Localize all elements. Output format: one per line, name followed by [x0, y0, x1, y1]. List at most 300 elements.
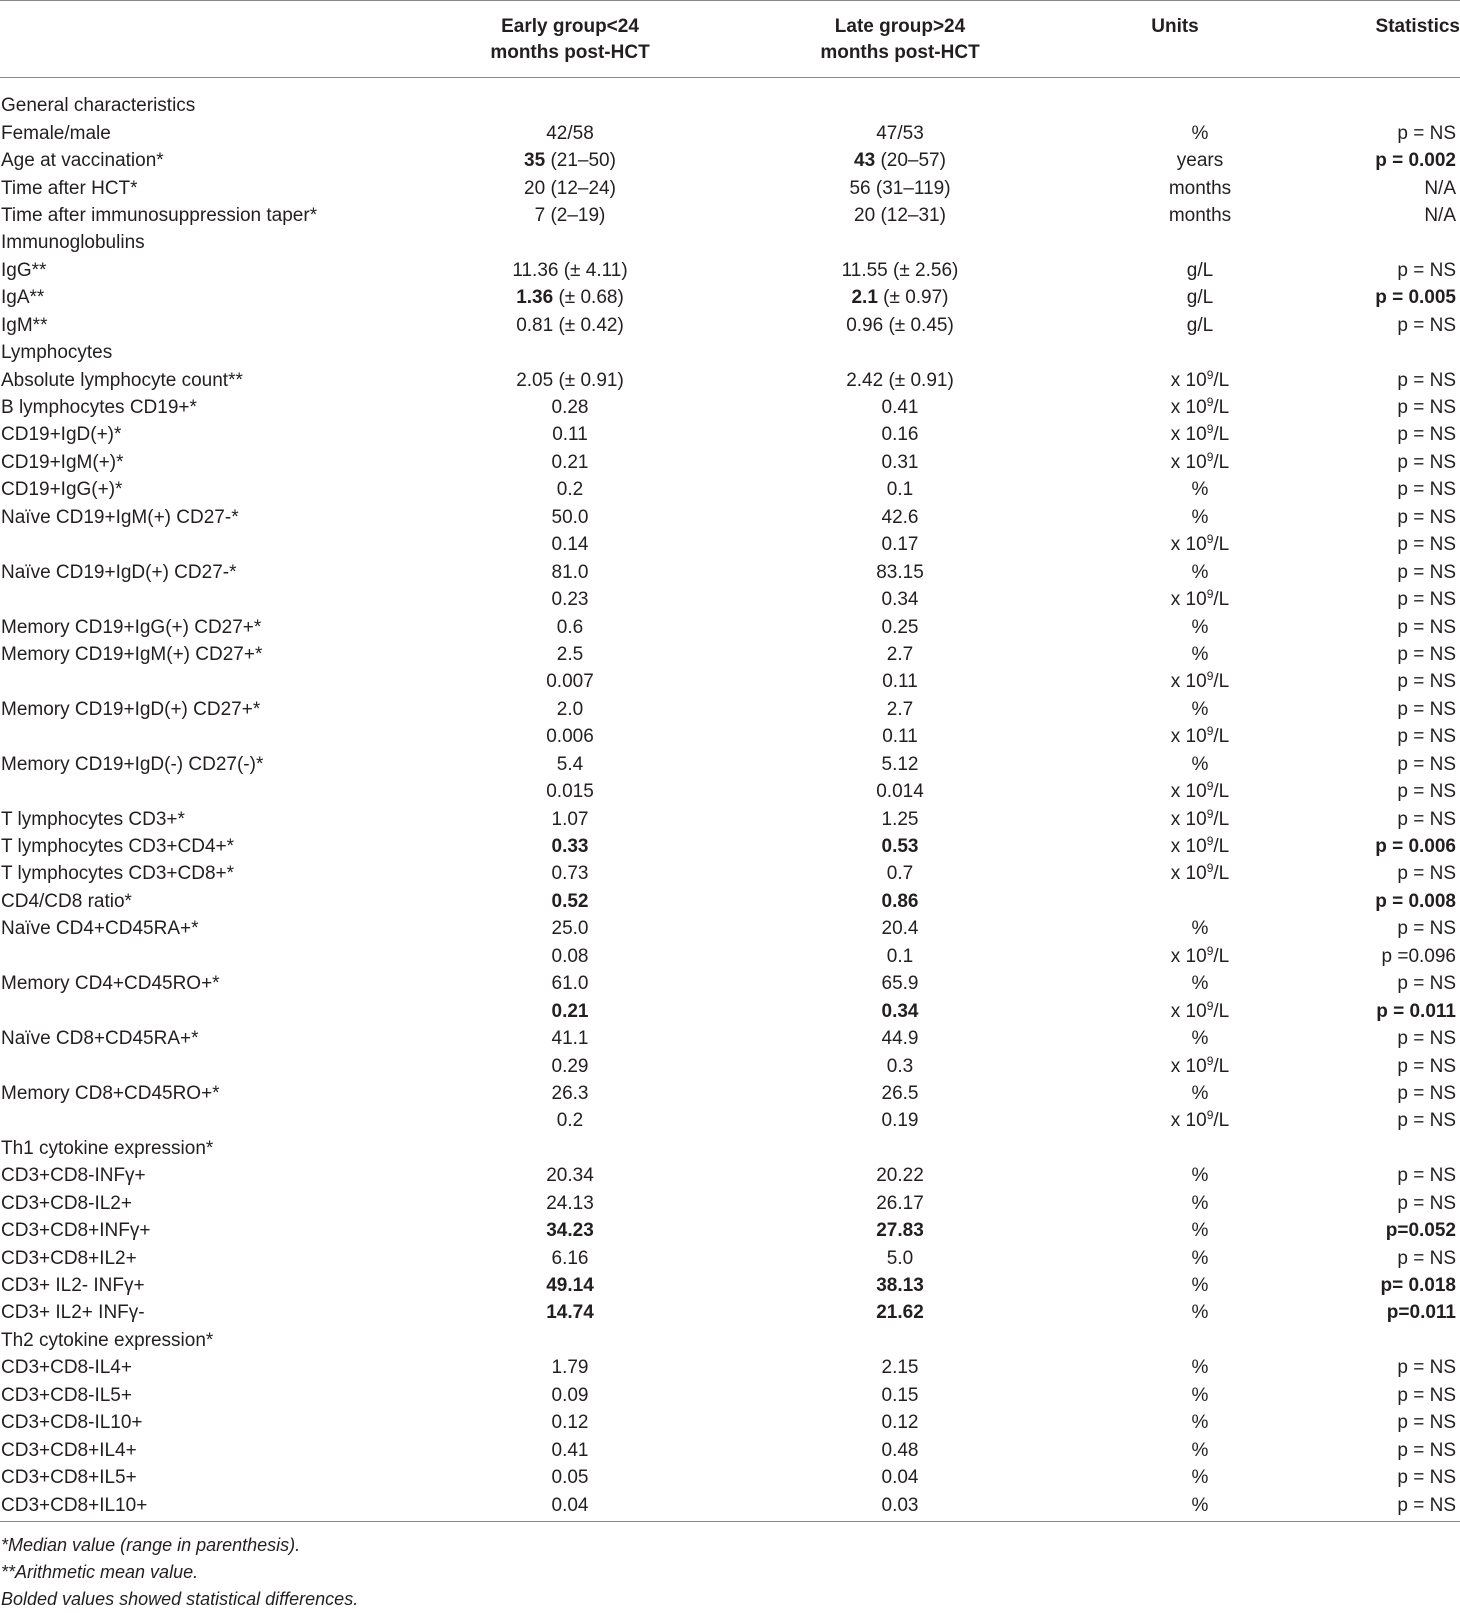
early-value-text: 0.05 [551, 1467, 589, 1489]
row-label [0, 1244, 430, 1271]
header-late-line1: Late group>24 [834, 16, 966, 37]
units-text: % [1191, 1220, 1209, 1242]
units-text: % [1191, 561, 1209, 583]
units-text: % [1191, 1384, 1209, 1406]
statistics-text: p = NS [1397, 1192, 1456, 1214]
statistics-value [1260, 174, 1460, 201]
units-value [1090, 805, 1260, 832]
units-value [1090, 92, 1260, 119]
row-label [0, 613, 430, 640]
statistics-value [1260, 1217, 1460, 1244]
units-tail: /L [1213, 451, 1230, 473]
row-label [0, 339, 430, 366]
units-tail: /L [1213, 671, 1230, 693]
late-value-text: 0.25 [881, 616, 919, 638]
bottom-rule [0, 1521, 1460, 1522]
units-exponent: 9 [1206, 998, 1214, 1013]
early-value [430, 943, 710, 970]
early-value [430, 1162, 710, 1189]
table-row [0, 586, 1460, 613]
early-value [430, 696, 710, 723]
statistics-value [1260, 641, 1460, 668]
row-label [0, 1217, 430, 1244]
statistics-value [1260, 1025, 1460, 1052]
table-row [0, 1052, 1460, 1079]
units-tail: /L [1213, 945, 1230, 967]
early-value [430, 1217, 710, 1244]
row-label-text: Memory CD19+IgG(+) CD27+* [1, 616, 262, 638]
row-label-text: Female/male [1, 122, 111, 144]
late-value-text: 0.96 (± 0.45) [846, 314, 954, 336]
late-bold-value: 0.53 [881, 836, 919, 858]
late-value [710, 1025, 1090, 1052]
units-value [1090, 997, 1260, 1024]
early-value-text: 20.34 [546, 1165, 594, 1187]
late-value [710, 1162, 1090, 1189]
units-value [1090, 1409, 1260, 1436]
row-label [0, 449, 430, 476]
early-value-text: 0.6 [556, 616, 584, 638]
units-value [1090, 339, 1260, 366]
early-value [430, 1080, 710, 1107]
units-value [1090, 476, 1260, 503]
statistics-text: p = NS [1397, 1247, 1456, 1269]
late-value [710, 668, 1090, 695]
table-row [0, 476, 1460, 503]
late-value [710, 476, 1090, 503]
statistics-text: p = 0.006 [1375, 836, 1456, 858]
statistics-text: p= 0.018 [1380, 1275, 1456, 1297]
early-value-text: 0.73 [551, 863, 589, 885]
late-value [710, 778, 1090, 805]
late-value [710, 641, 1090, 668]
table-row [0, 284, 1460, 311]
late-value [710, 202, 1090, 229]
statistics-text: p = NS [1397, 1467, 1456, 1489]
early-value [430, 1190, 710, 1217]
table-row [0, 394, 1460, 421]
statistics-text: p = NS [1397, 863, 1456, 885]
units-text: x 10 [1170, 369, 1207, 391]
row-label-text: Immunoglobulins [1, 232, 145, 254]
statistics-text: p = NS [1397, 1055, 1456, 1077]
late-value [710, 1190, 1090, 1217]
table-row [0, 421, 1460, 448]
units-value [1090, 1354, 1260, 1381]
row-label-text: CD19+IgM(+)* [1, 451, 124, 473]
statistics-value [1260, 1491, 1460, 1518]
units-value [1090, 860, 1260, 887]
units-text: % [1191, 506, 1209, 528]
statistics-value [1260, 366, 1460, 393]
statistics-text: p = NS [1397, 451, 1456, 473]
row-label-text: CD3+CD8-INFγ+ [1, 1165, 146, 1187]
late-value-text: 0.12 [881, 1412, 919, 1434]
row-label [0, 641, 430, 668]
statistics-text: p = NS [1397, 506, 1456, 528]
early-value [430, 1354, 710, 1381]
units-value [1090, 366, 1260, 393]
row-label [0, 229, 430, 256]
statistics-value [1260, 1080, 1460, 1107]
row-label [0, 943, 430, 970]
late-value [710, 888, 1090, 915]
units-tail: /L [1213, 836, 1230, 858]
row-label [0, 92, 430, 119]
late-bold-value: 43 [854, 150, 876, 172]
units-tail: /L [1213, 397, 1230, 419]
early-value [430, 1135, 710, 1162]
late-value [710, 833, 1090, 860]
header-row [0, 0, 1460, 92]
late-value [710, 1491, 1090, 1518]
units-value [1090, 1052, 1260, 1079]
units-value [1090, 202, 1260, 229]
late-value [710, 943, 1090, 970]
row-label-text: CD3+CD8+IL4+ [1, 1439, 137, 1461]
units-text: x 10 [1170, 808, 1207, 830]
row-label [0, 915, 430, 942]
early-value-text: 0.2 [556, 1110, 584, 1132]
units-tail: /L [1213, 424, 1230, 446]
late-value-text: 0.34 [881, 589, 919, 611]
late-value-text: 47/53 [876, 122, 924, 144]
late-value [710, 339, 1090, 366]
statistics-text: N/A [1424, 204, 1456, 226]
statistics-value [1260, 1436, 1460, 1463]
table-row [0, 915, 1460, 942]
units-text: x 10 [1170, 397, 1207, 419]
early-value [430, 1327, 710, 1354]
row-label [0, 888, 430, 915]
early-value [430, 339, 710, 366]
units-text: g/L [1186, 287, 1214, 309]
units-value [1090, 1299, 1260, 1326]
units-text: % [1191, 1028, 1209, 1050]
early-value [430, 668, 710, 695]
late-value-text: 5.0 [886, 1247, 914, 1269]
statistics-value [1260, 476, 1460, 503]
row-label [0, 1190, 430, 1217]
statistics-value [1260, 915, 1460, 942]
late-value-text: 20.4 [881, 918, 919, 940]
late-value-text: 0.11 [882, 671, 918, 693]
early-bold-value: 49.14 [546, 1275, 594, 1297]
table-row [0, 366, 1460, 393]
statistics-value [1260, 1135, 1460, 1162]
row-label-text: Th1 cytokine expression* [1, 1137, 214, 1159]
early-value-text: 6.16 [551, 1247, 589, 1269]
table-row [0, 613, 1460, 640]
table-row [0, 778, 1460, 805]
early-value [430, 1052, 710, 1079]
statistics-value [1260, 229, 1460, 256]
row-label [0, 312, 430, 339]
units-exponent: 9 [1206, 943, 1214, 958]
units-value [1090, 668, 1260, 695]
table-row [0, 1244, 1460, 1271]
units-value [1090, 641, 1260, 668]
statistics-text: p = NS [1397, 726, 1456, 748]
units-value [1090, 1025, 1260, 1052]
late-value [710, 586, 1090, 613]
early-value [430, 1272, 710, 1299]
units-exponent: 9 [1206, 724, 1214, 739]
statistics-value [1260, 668, 1460, 695]
row-label-text: Absolute lymphocyte count** [1, 369, 243, 391]
units-text: % [1191, 698, 1209, 720]
early-value [430, 394, 710, 421]
early-value [430, 586, 710, 613]
statistics-value [1260, 751, 1460, 778]
header-statistics: Statistics [1375, 16, 1460, 37]
late-value [710, 613, 1090, 640]
late-value [710, 1382, 1090, 1409]
table-row [0, 997, 1460, 1024]
early-value-text: 1.07 [551, 808, 589, 830]
late-value [710, 421, 1090, 448]
late-value-text: 0.1 [886, 945, 914, 967]
table-row [0, 147, 1460, 174]
late-value-text: 0.11 [882, 726, 918, 748]
early-value-text: 26.3 [551, 1082, 589, 1104]
late-value-text: 20 (12–31) [854, 204, 946, 226]
row-label [0, 668, 430, 695]
table-row [0, 1272, 1460, 1299]
table-row [0, 888, 1460, 915]
late-value [710, 147, 1090, 174]
units-text: % [1191, 753, 1209, 775]
statistics-text: p = NS [1397, 259, 1456, 281]
table-row [0, 257, 1460, 284]
statistics-value [1260, 613, 1460, 640]
row-label [0, 366, 430, 393]
units-value [1090, 915, 1260, 942]
table-row [0, 202, 1460, 229]
early-value [430, 888, 710, 915]
statistics-text: p = 0.002 [1375, 150, 1456, 172]
early-value-text: 81.0 [551, 561, 589, 583]
statistics-value [1260, 284, 1460, 311]
early-value [430, 284, 710, 311]
statistics-text: p=0.052 [1385, 1220, 1456, 1242]
table-row [0, 312, 1460, 339]
late-value-text: 0.7 [886, 863, 914, 885]
early-bold-value: 34.23 [546, 1220, 594, 1242]
header-late-line2: months post-HCT [820, 42, 980, 63]
statistics-value [1260, 696, 1460, 723]
late-value [710, 449, 1090, 476]
table-body [0, 92, 1460, 1519]
units-exponent: 9 [1206, 1108, 1214, 1123]
units-value [1090, 119, 1260, 146]
table-row [0, 531, 1460, 558]
units-text: % [1191, 479, 1209, 501]
late-value [710, 1299, 1090, 1326]
units-value [1090, 504, 1260, 531]
row-label [0, 1272, 430, 1299]
units-text: % [1191, 1439, 1209, 1461]
statistics-value [1260, 1382, 1460, 1409]
units-value [1090, 1272, 1260, 1299]
row-label-text: Memory CD19+IgD(-) CD27(-)* [1, 753, 264, 775]
early-value [430, 1244, 710, 1271]
units-text: % [1191, 1494, 1209, 1516]
units-text: % [1191, 643, 1209, 665]
units-text: x 10 [1170, 945, 1207, 967]
row-label [0, 1327, 430, 1354]
statistics-text: p =0.096 [1381, 945, 1456, 967]
statistics-text: p = NS [1397, 781, 1456, 803]
units-tail: /L [1213, 1055, 1230, 1077]
early-value [430, 1107, 710, 1134]
late-value [710, 696, 1090, 723]
statistics-text: p=0.011 [1386, 1302, 1456, 1324]
footnote-mean: **Arithmetic mean value. [1, 1562, 199, 1582]
early-value [430, 833, 710, 860]
units-exponent: 9 [1206, 395, 1214, 410]
row-label-text: Memory CD19+IgD(+) CD27+* [1, 698, 261, 720]
row-label-text: CD3+CD8-IL2+ [1, 1192, 132, 1214]
statistics-text: p = 0.008 [1375, 890, 1456, 912]
late-value [710, 1217, 1090, 1244]
units-text: g/L [1186, 259, 1214, 281]
statistics-value [1260, 586, 1460, 613]
statistics-value [1260, 257, 1460, 284]
table-row [0, 1025, 1460, 1052]
units-value [1090, 421, 1260, 448]
early-value [430, 92, 710, 119]
units-text: x 10 [1170, 781, 1207, 803]
statistics-text: p = NS [1397, 479, 1456, 501]
header-early-line1: Early group<24 [501, 16, 639, 37]
early-value-text: 24.13 [546, 1192, 594, 1214]
footnote-median: *Median value (range in parenthesis). [1, 1535, 301, 1555]
units-text: % [1191, 616, 1209, 638]
units-tail: /L [1213, 781, 1230, 803]
statistics-value [1260, 1464, 1460, 1491]
table-row [0, 1327, 1460, 1354]
late-value [710, 751, 1090, 778]
late-value [710, 805, 1090, 832]
statistics-text: p = NS [1397, 1082, 1456, 1104]
table-row [0, 229, 1460, 256]
late-value [710, 229, 1090, 256]
statistics-text: p = NS [1397, 1494, 1456, 1516]
units-text: x 10 [1170, 836, 1207, 858]
early-value-text: 2.0 [556, 698, 584, 720]
row-label [0, 860, 430, 887]
early-value-text: 50.0 [551, 506, 589, 528]
row-label [0, 833, 430, 860]
late-value-text: 0.31 [881, 451, 919, 473]
units-tail: /L [1213, 863, 1230, 885]
row-label [0, 147, 430, 174]
statistics-text: p = NS [1397, 671, 1456, 693]
early-value [430, 1299, 710, 1326]
early-value-text: 0.81 (± 0.42) [516, 314, 624, 336]
statistics-text: p = NS [1397, 1357, 1456, 1379]
units-text: x 10 [1170, 1000, 1207, 1022]
row-label [0, 202, 430, 229]
units-value [1090, 1491, 1260, 1518]
early-value [430, 613, 710, 640]
late-bold-value: 38.13 [876, 1275, 924, 1297]
units-text: years [1176, 150, 1224, 172]
units-text: % [1191, 122, 1209, 144]
statistics-value [1260, 1190, 1460, 1217]
early-bold-value: 0.21 [551, 1000, 589, 1022]
units-value [1090, 586, 1260, 613]
early-value [430, 915, 710, 942]
units-text: % [1191, 1467, 1209, 1489]
late-value [710, 119, 1090, 146]
early-value-text: 2.5 [556, 643, 584, 665]
table-row [0, 751, 1460, 778]
early-value [430, 1025, 710, 1052]
units-exponent: 9 [1206, 449, 1214, 464]
row-label-text: CD3+CD8+IL10+ [1, 1494, 148, 1516]
late-value-text: 0.15 [881, 1384, 919, 1406]
row-label [0, 1052, 430, 1079]
statistics-value [1260, 202, 1460, 229]
late-value [710, 257, 1090, 284]
late-value-text: 0.014 [876, 781, 924, 803]
statistics-text: p = NS [1397, 1439, 1456, 1461]
table-row [0, 943, 1460, 970]
row-label [0, 284, 430, 311]
row-label-text: CD3+CD8+IL5+ [1, 1467, 137, 1489]
late-value-text: 26.5 [881, 1082, 919, 1104]
units-value [1090, 1217, 1260, 1244]
header-early [430, 0, 710, 92]
units-tail: /L [1213, 1000, 1230, 1022]
units-tail: /L [1213, 589, 1230, 611]
units-value [1090, 1162, 1260, 1189]
units-text: % [1191, 1082, 1209, 1104]
statistics-text: p = NS [1397, 1412, 1456, 1434]
statistics-value [1260, 723, 1460, 750]
units-exponent: 9 [1206, 1053, 1214, 1068]
early-value-text: 0.11 [552, 424, 588, 446]
units-value [1090, 888, 1260, 915]
statistics-text: p = NS [1397, 698, 1456, 720]
statistics-value [1260, 805, 1460, 832]
statistics-text: p = NS [1397, 918, 1456, 940]
late-value [710, 970, 1090, 997]
late-value-text: 44.9 [881, 1028, 919, 1050]
statistics-value [1260, 888, 1460, 915]
units-text: x 10 [1170, 726, 1207, 748]
units-tail: /L [1213, 808, 1230, 830]
early-value [430, 970, 710, 997]
late-value-text: 0.03 [881, 1494, 919, 1516]
early-value-text: (21–50) [545, 150, 616, 172]
early-bold-value: 14.74 [546, 1302, 594, 1324]
row-label-text: Th2 cytokine expression* [1, 1329, 214, 1351]
late-value [710, 1409, 1090, 1436]
units-exponent: 9 [1206, 422, 1214, 437]
statistics-value [1260, 1272, 1460, 1299]
row-label-text: Naïve CD8+CD45RA+* [1, 1028, 199, 1050]
units-value [1090, 1135, 1260, 1162]
statistics-value [1260, 147, 1460, 174]
row-label-text: CD3+CD8-IL5+ [1, 1384, 132, 1406]
statistics-value [1260, 449, 1460, 476]
statistics-text: p = NS [1397, 369, 1456, 391]
late-value-text: 26.17 [876, 1192, 924, 1214]
late-value [710, 860, 1090, 887]
